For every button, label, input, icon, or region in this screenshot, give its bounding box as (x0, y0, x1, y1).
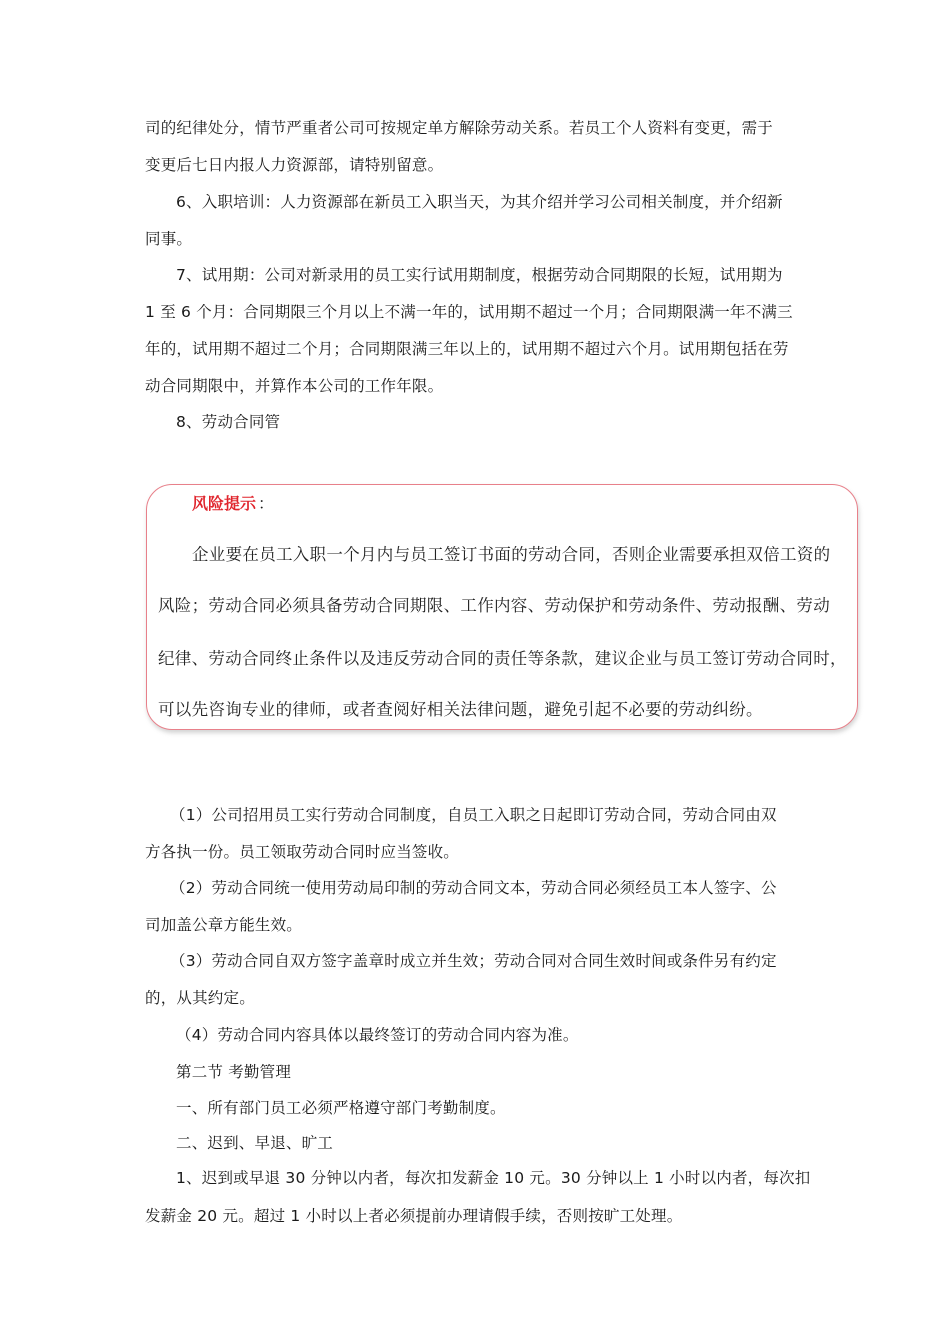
risk-notice-line: 风险；劳动合同必须具备劳动合同期限、工作内容、劳动保护和劳动条件、劳动报酬、劳动 (158, 596, 830, 615)
risk-notice-line: 纪律、劳动合同终止条件以及违反劳动合同的责任等条款，建议企业与员工签订劳动合同时， (158, 649, 847, 668)
body-text-line: 司的纪律处分，情节严重者公司可按规定单方解除劳动关系。若员工个人资料有变更，需于 (145, 119, 774, 137)
risk-notice-line: 可以先咨询专业的律师，或者查阅好相关法律问题，避免引起不必要的劳动纠纷。 (158, 700, 763, 719)
body-text-line: （3）劳动合同自双方签字盖章时成立并生效；劳动合同对合同生效时间或条件另有约定 (170, 952, 777, 970)
body-text-line: 二、迟到、早退、旷工 (176, 1134, 334, 1152)
body-text-line: 7、试用期：公司对新录用的员工实行试用期制度，根据劳动合同期限的长短，试用期为 (176, 266, 783, 284)
body-text-line: 6、入职培训：人力资源部在新员工入职当天，为其介绍并学习公司相关制度，并介绍新 (176, 193, 783, 211)
body-text-line: 司加盖公章方能生效。 (145, 916, 303, 934)
risk-notice-line: 企业要在员工入职一个月内与员工签订书面的劳动合同，否则企业需要承担双倍工资的 (192, 545, 831, 564)
body-text-line: （4）劳动合同内容具体以最终签订的劳动合同内容为准。 (176, 1026, 579, 1044)
body-text-line: 发薪金 20 元。超过 1 小时以上者必须提前办理请假手续，否则按旷工处理。 (145, 1207, 683, 1225)
body-text-line: 年的，试用期不超过二个月；合同期限满三年以上的，试用期不超过六个月。试用期包括在劳 (145, 340, 789, 358)
body-text-line: （1）公司招用员工实行劳动合同制度，自员工入职之日起即订劳动合同，劳动合同由双 (170, 806, 777, 824)
body-text-line: 动合同期限中，并算作本公司的工作年限。 (145, 377, 444, 395)
risk-notice-title (192, 494, 274, 514)
body-text-line: 变更后七日内报人力资源部，请特别留意。 (145, 156, 444, 174)
section-heading: 8、劳动合同管 (176, 413, 281, 431)
body-text-line: （2）劳动合同统一使用劳动局印制的劳动合同文本，劳动合同必须经员工本人签字、公 (170, 879, 777, 897)
body-text-line: 一、所有部门员工必须严格遵守部门考勤制度。 (176, 1099, 506, 1117)
section-heading: 第二节 考勤管理 (176, 1063, 292, 1081)
body-text-line: 1、迟到或早退 30 分钟以内者，每次扣发薪金 10 元。30 分钟以上 1 小时以内者，每次扣 (176, 1169, 811, 1187)
body-text-line: 的，从其约定。 (145, 989, 255, 1007)
body-text-line: 1 至 6 个月：合同期限三个月以上不满一年的，试用期不超过一个月；合同期限满一年不满三 (145, 303, 793, 321)
body-text-line: 方各执一份。员工领取劳动合同时应当签收。 (145, 843, 460, 861)
risk-notice-title-colon: ： (258, 494, 275, 513)
risk-notice-title-text: 风险提示 (192, 494, 257, 513)
body-text-line: 同事。 (145, 230, 193, 248)
